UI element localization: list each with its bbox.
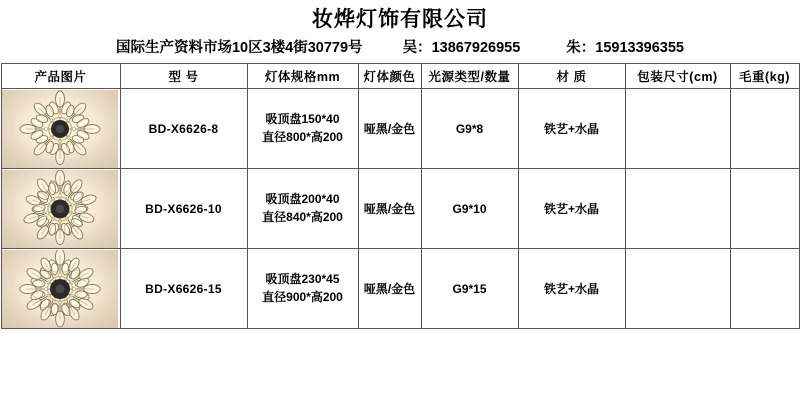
cell-material: 铁艺+水晶 <box>518 249 625 329</box>
column-header-color: 灯体颜色 <box>358 64 421 89</box>
cell-color: 哑黑/金色 <box>358 169 421 249</box>
cell-color: 哑黑/金色 <box>358 89 421 169</box>
company-title: 妆烨灯饰有限公司 <box>312 8 488 31</box>
cell-gross-weight <box>730 169 799 249</box>
table-header-row <box>1 64 799 89</box>
cell-gross-weight <box>730 89 799 169</box>
lamp-illustration-icon <box>2 250 118 328</box>
product-image-cell <box>1 249 120 329</box>
table-row <box>1 169 799 249</box>
column-header-material: 材 质 <box>518 64 625 89</box>
contact-one-label: 吴： <box>402 40 432 57</box>
column-header-spec: 灯体规格mm <box>247 64 358 89</box>
spec-line-2: 直径800*高200 <box>262 129 343 144</box>
spec-line-1: 吸顶盘200*40 <box>265 192 340 207</box>
lamp-illustration-icon <box>2 170 118 248</box>
spec-line-1: 吸顶盘150*40 <box>265 112 340 127</box>
cell-package-size <box>625 169 730 249</box>
table-row <box>1 249 799 329</box>
contact-one <box>403 36 521 57</box>
column-header-image: 产品图片 <box>1 64 120 89</box>
cell-material: 铁艺+水晶 <box>518 89 625 169</box>
lamp-photo <box>2 90 118 168</box>
product-image-cell <box>1 89 120 169</box>
cell-package-size <box>625 249 730 329</box>
product-table <box>1 63 800 329</box>
cell-model: BD-X6626-8 <box>120 89 247 169</box>
table-row <box>1 89 799 169</box>
table-body <box>1 89 799 329</box>
cell-spec <box>247 169 358 249</box>
table-head <box>1 64 799 89</box>
cell-light-source: G9*15 <box>421 249 518 329</box>
product-image-cell <box>1 169 120 249</box>
spec-line-2: 直径900*高200 <box>262 289 343 304</box>
cell-gross-weight <box>730 249 799 329</box>
cell-spec <box>247 89 358 169</box>
contact-one-phone: 13867926955 <box>431 40 521 57</box>
column-header-light: 光源类型/数量 <box>421 64 518 89</box>
company-address: 国际生产资料市场10区3楼4街30779号 <box>115 40 363 57</box>
cell-material: 铁艺+水晶 <box>518 169 625 249</box>
cell-model: BD-X6626-15 <box>120 249 247 329</box>
cell-color: 哑黑/金色 <box>358 249 421 329</box>
contact-two <box>566 36 684 57</box>
column-header-package: 包装尺寸(cm) <box>625 64 730 89</box>
spec-line-2: 直径840*高200 <box>262 209 343 224</box>
cell-light-source: G9*10 <box>421 169 518 249</box>
cell-spec <box>247 249 358 329</box>
lamp-illustration-icon <box>2 90 118 168</box>
contact-two-phone: 15913396355 <box>595 40 684 57</box>
cell-light-source: G9*8 <box>421 89 518 169</box>
lamp-photo <box>2 250 118 328</box>
spec-line-1: 吸顶盘230*45 <box>265 272 340 287</box>
cell-package-size <box>625 89 730 169</box>
cell-model: BD-X6626-10 <box>120 169 247 249</box>
contact-two-label: 朱： <box>566 40 596 57</box>
lamp-photo <box>2 170 118 248</box>
column-header-model: 型 号 <box>120 64 247 89</box>
contact-row <box>0 36 800 63</box>
column-header-weight: 毛重(kg) <box>730 64 799 89</box>
